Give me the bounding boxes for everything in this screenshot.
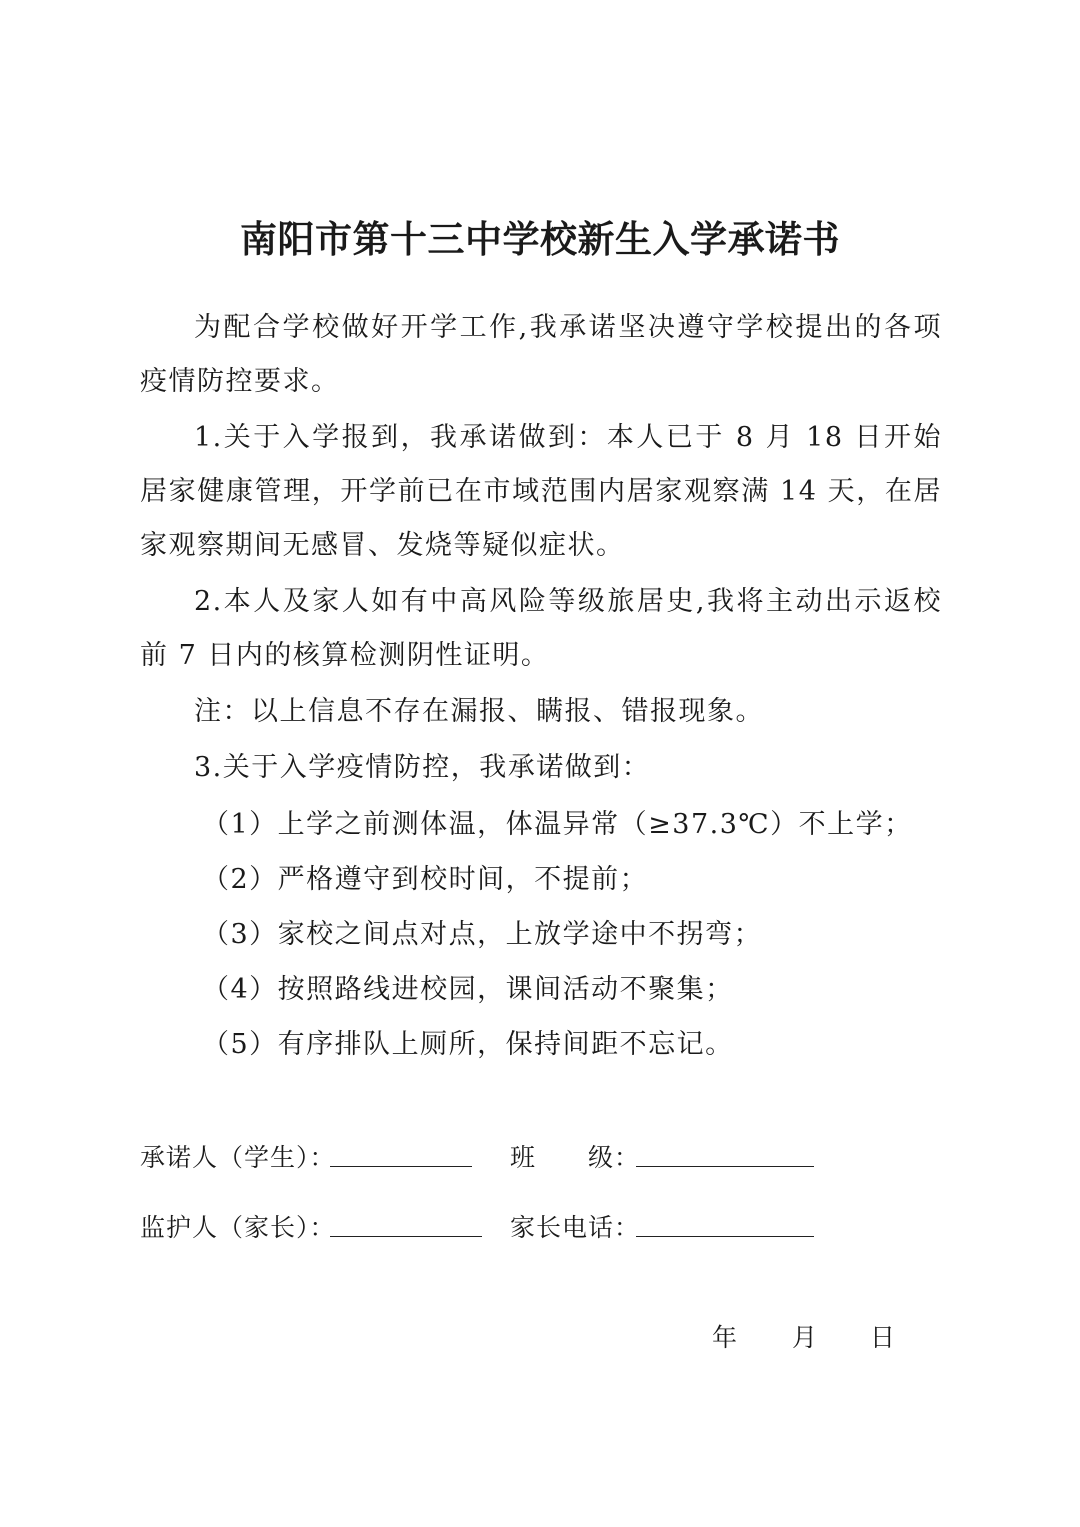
guardian-signature-blank[interactable] (330, 1208, 482, 1237)
clause-3-item: （1）上学之前测体温，体温异常（≥37.3℃）不上学； (202, 809, 913, 840)
clause-3-item: （2）严格遵守到校时间，不提前； (202, 864, 649, 895)
student-signature-label: 承诺人（学生）： (140, 1143, 336, 1172)
date-line (712, 1318, 912, 1358)
clause-3-item: （5）有序排队上厕所，保持间距不忘记。 (202, 1029, 734, 1060)
clause-3-item: （4）按照路线进校园，课间活动不聚集； (202, 974, 734, 1005)
date-month-label: 月 (792, 1323, 818, 1352)
clause-3-item: （3）家校之间点对点，上放学途中不拐弯； (202, 919, 763, 950)
guardian-signature-label: 监护人（家长）： (140, 1213, 336, 1242)
clause-1-paragraph: 1.关于入学报到，我承诺做到：本人已于 8 月 18 日开始居家健康管理，开学前已在市域范围内居家观察满 14 天，在居家观察期间无感冒、发烧等疑似症状。 (140, 422, 942, 561)
student-signature-blank[interactable] (330, 1138, 472, 1167)
clause-2-paragraph: 2.本人及家人如有中高风险等级旅居史,我将主动出示返校前 7 日内的核算检测阴性证明。 (140, 586, 942, 671)
signature-row-guardian (140, 1208, 900, 1248)
class-label: 班 级： (510, 1143, 641, 1172)
note-paragraph: 注：以上信息不存在漏报、瞒报、错报现象。 (194, 696, 764, 727)
date-year-label: 年 (712, 1323, 738, 1352)
signature-row-student (140, 1138, 900, 1178)
page-title: 南阳市第十三中学校新生入学承诺书 (240, 218, 840, 261)
phone-label: 家长电话： (510, 1213, 641, 1242)
phone-blank[interactable] (636, 1208, 814, 1237)
clause-3-heading: 3.关于入学疫情防控，我承诺做到： (194, 752, 651, 783)
letter-body (140, 301, 942, 1072)
date-day-label: 日 (870, 1323, 896, 1352)
class-blank[interactable] (636, 1138, 814, 1167)
intro-paragraph: 为配合学校做好开学工作,我承诺坚决遵守学校提出的各项疫情防控要求。 (140, 312, 942, 397)
